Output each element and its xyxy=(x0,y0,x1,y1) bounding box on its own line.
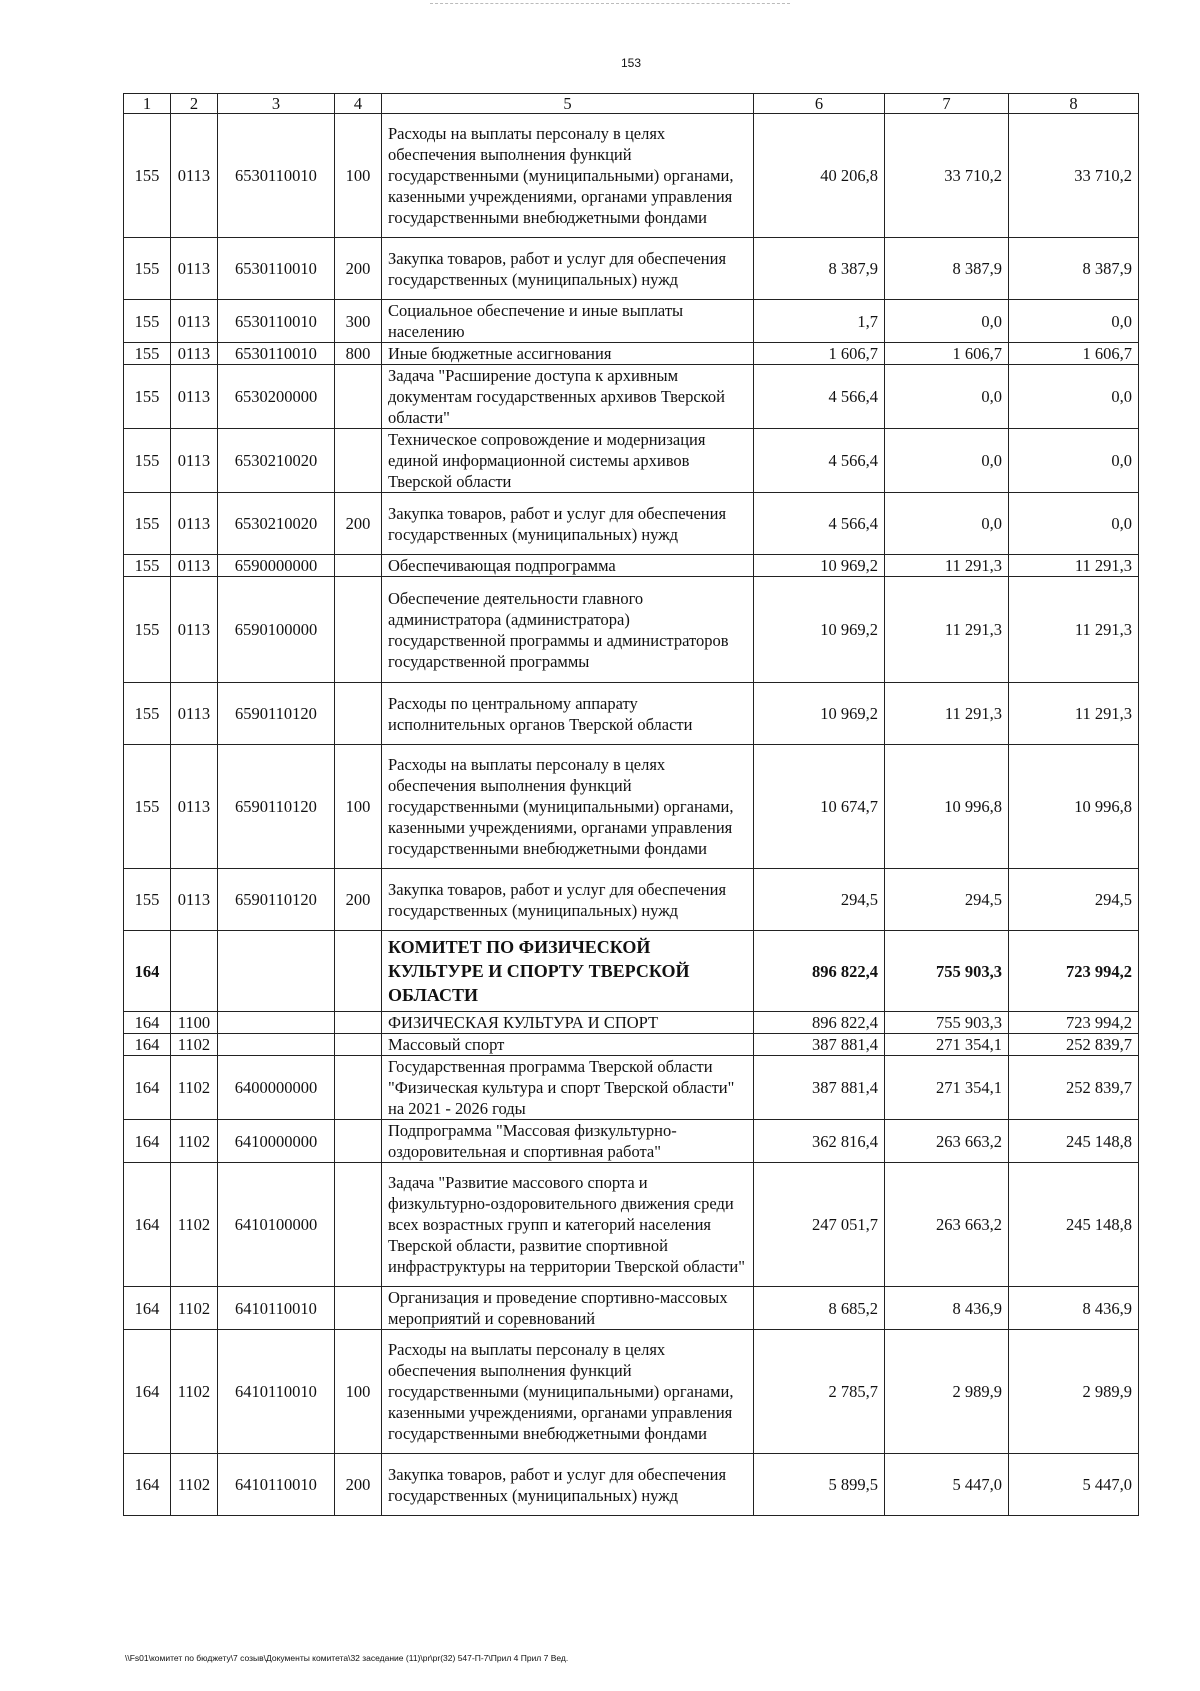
expense-type-cell: 800 xyxy=(335,343,382,365)
target-article-cell: 6410100000 xyxy=(218,1163,335,1287)
amount-col-7-cell: 33 710,2 xyxy=(885,114,1009,238)
target-article-cell: 6590110120 xyxy=(218,683,335,745)
expense-type-cell: 100 xyxy=(335,1330,382,1454)
amount-col-7-cell: 755 903,3 xyxy=(885,1012,1009,1034)
column-header: 5 xyxy=(382,94,754,114)
ministry-code-cell: 155 xyxy=(124,365,171,429)
expense-type-cell xyxy=(335,429,382,493)
description-cell: Расходы на выплаты персоналу в целях обеспечения выполнения функций государственными (муниципальными) органами, казенными учреждениями, органами управления государственными внебюджетными фондами xyxy=(382,745,754,869)
amount-col-7-cell: 0,0 xyxy=(885,493,1009,555)
amount-col-7-cell: 0,0 xyxy=(885,365,1009,429)
footer-file-path: \\Fs01\комитет по бюджету\7 созыв\Документы комитета\32 заседание (11)\pr\pr(32) 547-П-7\Прил 4 Прил 7 Вед. xyxy=(125,1653,569,1663)
column-header: 1 xyxy=(124,94,171,114)
amount-col-8-cell: 5 447,0 xyxy=(1009,1454,1139,1516)
target-article-cell: 6590100000 xyxy=(218,577,335,683)
expense-type-cell: 200 xyxy=(335,1454,382,1516)
column-header: 4 xyxy=(335,94,382,114)
target-article-cell: 6530110010 xyxy=(218,114,335,238)
description-cell: ФИЗИЧЕСКАЯ КУЛЬТУРА И СПОРТ xyxy=(382,1012,754,1034)
expense-type-cell xyxy=(335,555,382,577)
amount-col-6-cell: 2 785,7 xyxy=(754,1330,885,1454)
amount-col-7-cell: 0,0 xyxy=(885,429,1009,493)
expense-type-cell xyxy=(335,1056,382,1120)
amount-col-8-cell: 1 606,7 xyxy=(1009,343,1139,365)
description-cell: Закупка товаров, работ и услуг для обеспечения государственных (муниципальных) нужд xyxy=(382,1454,754,1516)
amount-col-8-cell: 2 989,9 xyxy=(1009,1330,1139,1454)
section-code-cell: 0113 xyxy=(171,365,218,429)
description-cell: Иные бюджетные ассигнования xyxy=(382,343,754,365)
ministry-code-cell: 164 xyxy=(124,1120,171,1163)
column-header: 2 xyxy=(171,94,218,114)
table-row xyxy=(124,429,1139,493)
amount-col-7-cell: 271 354,1 xyxy=(885,1034,1009,1056)
section-code-cell: 1102 xyxy=(171,1056,218,1120)
amount-col-6-cell: 40 206,8 xyxy=(754,114,885,238)
description-cell: Социальное обеспечение и иные выплаты населению xyxy=(382,300,754,343)
target-article-cell: 6590110120 xyxy=(218,869,335,931)
section-code-cell: 0113 xyxy=(171,683,218,745)
target-article-cell: 6530210020 xyxy=(218,493,335,555)
expense-type-cell xyxy=(335,931,382,1012)
amount-col-8-cell: 252 839,7 xyxy=(1009,1034,1139,1056)
amount-col-7-cell: 271 354,1 xyxy=(885,1056,1009,1120)
amount-col-6-cell: 10 674,7 xyxy=(754,745,885,869)
amount-col-8-cell: 245 148,8 xyxy=(1009,1120,1139,1163)
amount-col-6-cell: 387 881,4 xyxy=(754,1056,885,1120)
amount-col-6-cell: 1,7 xyxy=(754,300,885,343)
target-article-cell: 6530200000 xyxy=(218,365,335,429)
amount-col-7-cell: 10 996,8 xyxy=(885,745,1009,869)
table-row xyxy=(124,1034,1139,1056)
section-code-cell: 1102 xyxy=(171,1454,218,1516)
amount-col-8-cell: 11 291,3 xyxy=(1009,555,1139,577)
column-header: 7 xyxy=(885,94,1009,114)
ministry-code-cell: 164 xyxy=(124,1056,171,1120)
amount-col-6-cell: 8 387,9 xyxy=(754,238,885,300)
table-row xyxy=(124,869,1139,931)
target-article-cell: 6400000000 xyxy=(218,1056,335,1120)
table-row xyxy=(124,493,1139,555)
amount-col-6-cell: 896 822,4 xyxy=(754,931,885,1012)
amount-col-8-cell: 0,0 xyxy=(1009,365,1139,429)
section-code-cell: 0113 xyxy=(171,238,218,300)
section-code-cell: 0113 xyxy=(171,343,218,365)
expense-type-cell xyxy=(335,1012,382,1034)
target-article-cell xyxy=(218,1012,335,1034)
description-cell: Обеспечивающая подпрограмма xyxy=(382,555,754,577)
ministry-code-cell: 155 xyxy=(124,429,171,493)
target-article-cell: 6530110010 xyxy=(218,343,335,365)
ministry-code-cell: 155 xyxy=(124,343,171,365)
amount-col-8-cell: 33 710,2 xyxy=(1009,114,1139,238)
expense-type-cell: 100 xyxy=(335,114,382,238)
target-article-cell: 6410110010 xyxy=(218,1287,335,1330)
column-header: 6 xyxy=(754,94,885,114)
amount-col-8-cell: 0,0 xyxy=(1009,493,1139,555)
amount-col-6-cell: 362 816,4 xyxy=(754,1120,885,1163)
expense-type-cell xyxy=(335,683,382,745)
ministry-code-cell: 164 xyxy=(124,1012,171,1034)
ministry-code-cell: 155 xyxy=(124,745,171,869)
description-cell: Расходы на выплаты персоналу в целях обеспечения выполнения функций государственными (муниципальными) органами, казенными учреждениями, органами управления государственными внебюджетными фондами xyxy=(382,1330,754,1454)
expense-type-cell: 300 xyxy=(335,300,382,343)
amount-col-6-cell: 4 566,4 xyxy=(754,365,885,429)
description-cell: Организация и проведение спортивно-массовых мероприятий и соревнований xyxy=(382,1287,754,1330)
description-cell: Обеспечение деятельности главного администратора (администратора) государственной программы и администраторов государственной программы xyxy=(382,577,754,683)
table-row xyxy=(124,1287,1139,1330)
amount-col-8-cell: 11 291,3 xyxy=(1009,683,1139,745)
table-row xyxy=(124,1012,1139,1034)
description-cell: Закупка товаров, работ и услуг для обеспечения государственных (муниципальных) нужд xyxy=(382,238,754,300)
table-row xyxy=(124,300,1139,343)
table-row xyxy=(124,114,1139,238)
table-row xyxy=(124,1056,1139,1120)
target-article-cell xyxy=(218,1034,335,1056)
section-code-cell: 0113 xyxy=(171,577,218,683)
amount-col-7-cell: 0,0 xyxy=(885,300,1009,343)
ministry-code-cell: 155 xyxy=(124,493,171,555)
ministry-code-cell: 164 xyxy=(124,1163,171,1287)
description-cell: Расходы на выплаты персоналу в целях обеспечения выполнения функций государственными (муниципальными) органами, казенными учреждениями, органами управления государственными внебюджетными фондами xyxy=(382,114,754,238)
description-cell: Расходы по центральному аппарату исполнительных органов Тверской области xyxy=(382,683,754,745)
target-article-cell: 6410110010 xyxy=(218,1454,335,1516)
amount-col-6-cell: 8 685,2 xyxy=(754,1287,885,1330)
amount-col-7-cell: 11 291,3 xyxy=(885,577,1009,683)
target-article-cell: 6530110010 xyxy=(218,238,335,300)
table-row xyxy=(124,1454,1139,1516)
amount-col-8-cell: 723 994,2 xyxy=(1009,1012,1139,1034)
target-article-cell: 6410110010 xyxy=(218,1330,335,1454)
amount-col-8-cell: 0,0 xyxy=(1009,300,1139,343)
amount-col-6-cell: 896 822,4 xyxy=(754,1012,885,1034)
target-article-cell: 6590000000 xyxy=(218,555,335,577)
expense-type-cell: 200 xyxy=(335,493,382,555)
target-article-cell: 6410000000 xyxy=(218,1120,335,1163)
amount-col-8-cell: 723 994,2 xyxy=(1009,931,1139,1012)
amount-col-7-cell: 11 291,3 xyxy=(885,683,1009,745)
ministry-code-cell: 155 xyxy=(124,238,171,300)
amount-col-7-cell: 2 989,9 xyxy=(885,1330,1009,1454)
page-number: 153 xyxy=(620,56,642,70)
section-code-cell: 0113 xyxy=(171,300,218,343)
table-row xyxy=(124,555,1139,577)
amount-col-8-cell: 8 436,9 xyxy=(1009,1287,1139,1330)
table-row xyxy=(124,577,1139,683)
budget-table xyxy=(123,93,1139,1516)
ministry-code-cell: 155 xyxy=(124,300,171,343)
section-code-cell: 0113 xyxy=(171,429,218,493)
amount-col-6-cell: 10 969,2 xyxy=(754,555,885,577)
amount-col-6-cell: 10 969,2 xyxy=(754,577,885,683)
amount-col-6-cell: 387 881,4 xyxy=(754,1034,885,1056)
ministry-code-cell: 155 xyxy=(124,114,171,238)
target-article-cell: 6590110120 xyxy=(218,745,335,869)
description-cell: КОМИТЕТ ПО ФИЗИЧЕСКОЙ КУЛЬТУРЕ И СПОРТУ ТВЕРСКОЙ ОБЛАСТИ xyxy=(382,931,754,1012)
amount-col-7-cell: 263 663,2 xyxy=(885,1120,1009,1163)
amount-col-6-cell: 10 969,2 xyxy=(754,683,885,745)
scan-edge-mark xyxy=(430,3,790,4)
table-row xyxy=(124,365,1139,429)
description-cell: Задача "Развитие массового спорта и физкультурно-оздоровительного движения среди всех возрастных групп и категорий населения Тверской области, развитие спортивной инфраструктуры на территории Тверской области" xyxy=(382,1163,754,1287)
table-row xyxy=(124,1163,1139,1287)
amount-col-8-cell: 8 387,9 xyxy=(1009,238,1139,300)
column-number-row xyxy=(124,94,1139,114)
amount-col-8-cell: 294,5 xyxy=(1009,869,1139,931)
ministry-code-cell: 164 xyxy=(124,1034,171,1056)
amount-col-7-cell: 8 387,9 xyxy=(885,238,1009,300)
ministry-code-cell: 155 xyxy=(124,683,171,745)
table-row xyxy=(124,683,1139,745)
section-code-cell: 1100 xyxy=(171,1012,218,1034)
ministry-code-cell: 155 xyxy=(124,555,171,577)
amount-col-7-cell: 8 436,9 xyxy=(885,1287,1009,1330)
target-article-cell xyxy=(218,931,335,1012)
section-code-cell: 0113 xyxy=(171,493,218,555)
target-article-cell: 6530110010 xyxy=(218,300,335,343)
description-cell: Закупка товаров, работ и услуг для обеспечения государственных (муниципальных) нужд xyxy=(382,869,754,931)
description-cell: Подпрограмма "Массовая физкультурно-оздоровительная и спортивная работа" xyxy=(382,1120,754,1163)
section-code-cell: 0113 xyxy=(171,114,218,238)
amount-col-7-cell: 263 663,2 xyxy=(885,1163,1009,1287)
amount-col-6-cell: 5 899,5 xyxy=(754,1454,885,1516)
ministry-code-cell: 164 xyxy=(124,1330,171,1454)
section-code-cell: 1102 xyxy=(171,1034,218,1056)
section-code-cell: 1102 xyxy=(171,1330,218,1454)
section-code-cell: 1102 xyxy=(171,1163,218,1287)
amount-col-6-cell: 1 606,7 xyxy=(754,343,885,365)
ministry-code-cell: 164 xyxy=(124,1454,171,1516)
amount-col-8-cell: 11 291,3 xyxy=(1009,577,1139,683)
expense-type-cell xyxy=(335,1120,382,1163)
description-cell: Государственная программа Тверской области "Физическая культура и спорт Тверской области" на 2021 - 2026 годы xyxy=(382,1056,754,1120)
description-cell: Техническое сопровождение и модернизация единой информационной системы архивов Тверской области xyxy=(382,429,754,493)
expense-type-cell xyxy=(335,1163,382,1287)
expense-type-cell: 100 xyxy=(335,745,382,869)
description-cell: Закупка товаров, работ и услуг для обеспечения государственных (муниципальных) нужд xyxy=(382,493,754,555)
expense-type-cell: 200 xyxy=(335,869,382,931)
expense-type-cell xyxy=(335,1034,382,1056)
column-header: 8 xyxy=(1009,94,1139,114)
expense-type-cell xyxy=(335,1287,382,1330)
section-code-cell: 0113 xyxy=(171,555,218,577)
amount-col-7-cell: 1 606,7 xyxy=(885,343,1009,365)
amount-col-6-cell: 4 566,4 xyxy=(754,493,885,555)
ministry-code-cell: 164 xyxy=(124,1287,171,1330)
expense-type-cell xyxy=(335,365,382,429)
amount-col-6-cell: 247 051,7 xyxy=(754,1163,885,1287)
section-code-cell xyxy=(171,931,218,1012)
table-row xyxy=(124,931,1139,1012)
amount-col-7-cell: 294,5 xyxy=(885,869,1009,931)
section-code-cell: 1102 xyxy=(171,1120,218,1163)
amount-col-8-cell: 252 839,7 xyxy=(1009,1056,1139,1120)
amount-col-8-cell: 0,0 xyxy=(1009,429,1139,493)
ministry-code-cell: 164 xyxy=(124,931,171,1012)
table-row xyxy=(124,1120,1139,1163)
amount-col-6-cell: 4 566,4 xyxy=(754,429,885,493)
section-code-cell: 0113 xyxy=(171,869,218,931)
section-code-cell: 0113 xyxy=(171,745,218,869)
amount-col-7-cell: 5 447,0 xyxy=(885,1454,1009,1516)
amount-col-6-cell: 294,5 xyxy=(754,869,885,931)
amount-col-7-cell: 11 291,3 xyxy=(885,555,1009,577)
table-row xyxy=(124,238,1139,300)
expense-type-cell xyxy=(335,577,382,683)
table-row xyxy=(124,343,1139,365)
column-header: 3 xyxy=(218,94,335,114)
target-article-cell: 6530210020 xyxy=(218,429,335,493)
ministry-code-cell: 155 xyxy=(124,869,171,931)
ministry-code-cell: 155 xyxy=(124,577,171,683)
amount-col-7-cell: 755 903,3 xyxy=(885,931,1009,1012)
table-row xyxy=(124,1330,1139,1454)
expense-type-cell: 200 xyxy=(335,238,382,300)
amount-col-8-cell: 245 148,8 xyxy=(1009,1163,1139,1287)
description-cell: Массовый спорт xyxy=(382,1034,754,1056)
amount-col-8-cell: 10 996,8 xyxy=(1009,745,1139,869)
table-row xyxy=(124,745,1139,869)
section-code-cell: 1102 xyxy=(171,1287,218,1330)
description-cell: Задача "Расширение доступа к архивным документам государственных архивов Тверской области" xyxy=(382,365,754,429)
